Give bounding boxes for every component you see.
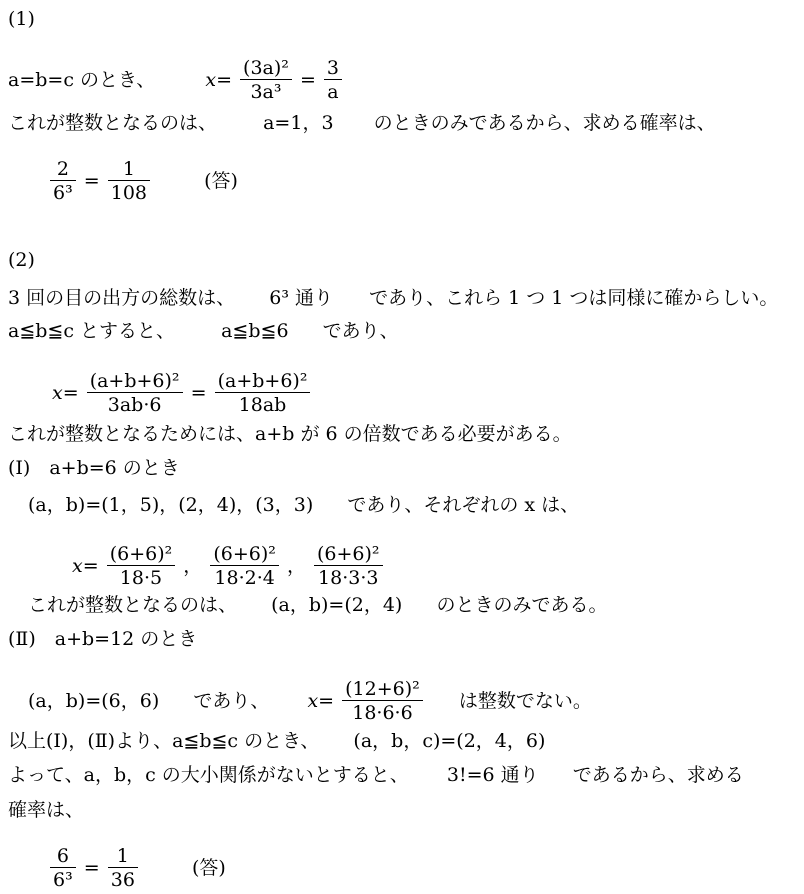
fraction: $\frac{\text{(a+b+6)²}}{18ab}$: [215, 370, 311, 416]
part2-line1: 3 回の目の出方の総数は、 6³ 通り であり、これら 1 つ 1 つは同様に確からしい。: [8, 287, 779, 309]
summary-line2: よって、a，b，c の大小関係がないとすると、 3!=6 通り であるから、求める: [8, 764, 744, 786]
answer-mark: (答): [204, 170, 238, 192]
part2-line4: これが整数となるためには、a+b が 6 の倍数である必要がある。: [8, 423, 572, 445]
fraction: $\frac{\text{(6+6)²}}{18\cdot 3\cdot 3}$: [314, 543, 383, 589]
fraction: $\frac{\text{(3a)²}}{\text{3a³}}$: [240, 57, 292, 103]
x-equals: x=: [205, 69, 232, 91]
fraction: $\frac{\text{(6+6)²}}{18\cdot 5}$: [107, 543, 176, 589]
case1-heading: (Ⅰ) a+b=6 のとき: [8, 457, 180, 479]
fraction: $\frac{2}{\text{6³}}$: [50, 158, 76, 204]
fraction: $\frac{3}{a}$: [324, 57, 342, 103]
condition-text: a=b=c のとき、: [8, 69, 156, 91]
case2-heading: (Ⅱ) a+b=12 のとき: [8, 628, 198, 650]
case2-line1: (a，b)=(6，6) であり、 x= $\frac{\text{(12+6)²}}{18\cdot 6\cdot 6}$ は整数でない。: [28, 678, 592, 724]
part1-line2: これが整数となるのは、 a=1，3 のときのみであるから、求める確率は、: [8, 112, 716, 134]
part2-label: (2): [8, 249, 35, 271]
case1-line1: (a，b)=(1，5)，(2，4)，(3，3) であり、それぞれの x は、: [28, 494, 580, 516]
fraction: $\frac{1}{108}$: [108, 158, 150, 204]
part2-line2: a≦b≦c とすると、 a≦b≦6 であり、: [8, 320, 399, 342]
case1-formulas: x= $\frac{\text{(6+6)²}}{18\cdot 5}$ ， $\frac{\text{(6+6)²}}{18\cdot 2\cdot 4}$ ， $\frac{\text{(6+6)²}}{18\cdot 3\cdot 3}$: [72, 543, 385, 589]
part1-answer: $\frac{2}{\text{6³}}$ = $\frac{1}{108}$ (答): [48, 158, 238, 204]
part2-formula: x= $\frac{\text{(a+b+6)²}}{3ab\cdot 6}$ = $\frac{\text{(a+b+6)²}}{18ab}$: [52, 370, 312, 416]
fraction: $\frac{1}{36}$: [108, 845, 138, 891]
answer-mark: (答): [192, 857, 226, 879]
fraction: $\frac{\text{(6+6)²}}{18\cdot 2\cdot 4}$: [210, 543, 279, 589]
part2-answer: $\frac{6}{\text{6³}}$ = $\frac{1}{36}$ (答): [48, 845, 226, 891]
summary-line3: 確率は、: [8, 799, 85, 821]
case1-line3: これが整数となるのは、 (a，b)=(2，4) のときのみである。: [28, 594, 608, 616]
part1-line1: a=b=c のとき、 x= $\frac{\text{(3a)²}}{\text{3a³}}$ = $\frac{3}{a}$: [8, 57, 344, 103]
part1-label: (1): [8, 8, 35, 30]
fraction: $\frac{\text{(a+b+6)²}}{3ab\cdot 6}$: [87, 370, 183, 416]
fraction: $\frac{\text{(12+6)²}}{18\cdot 6\cdot 6}$: [342, 678, 423, 724]
summary-line1: 以上(Ⅰ)，(Ⅱ)より、a≦b≦c のとき、 (a，b，c)=(2，4，6): [8, 730, 546, 752]
fraction: $\frac{6}{\text{6³}}$: [50, 845, 76, 891]
